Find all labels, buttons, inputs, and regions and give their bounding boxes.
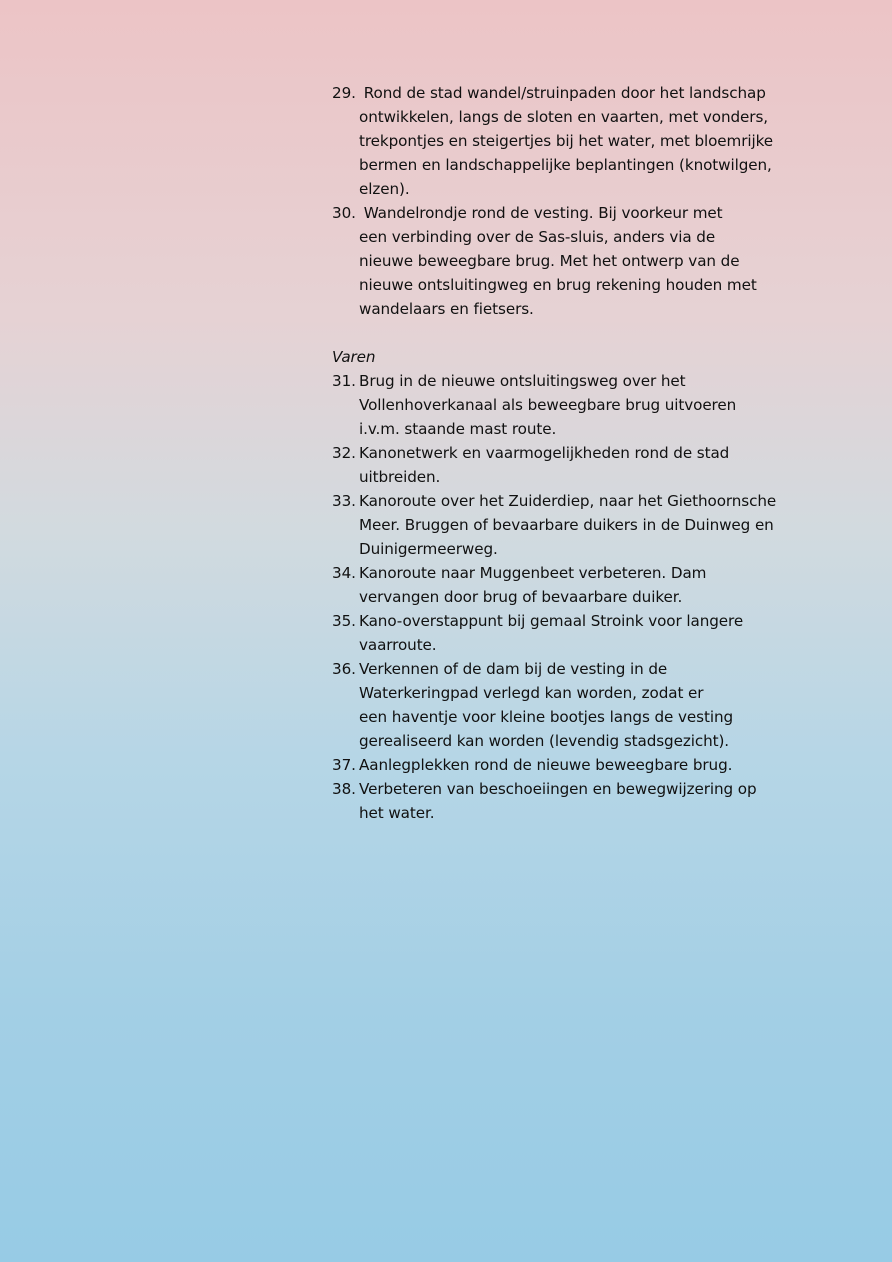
item-line: gerealiseerd kan worden (levendig stadsgezicht).	[359, 732, 730, 750]
document-body	[332, 81, 832, 825]
item-text	[359, 441, 832, 489]
list-item	[332, 609, 832, 657]
item-line: Verkennen of de dam bij de vesting in de	[359, 660, 668, 678]
list-item	[332, 369, 832, 441]
item-line: het water.	[359, 804, 435, 822]
list-item	[332, 201, 832, 321]
section-heading-varen: Varen	[332, 348, 376, 366]
item-number: 35.	[332, 612, 356, 630]
item-number: 38.	[332, 780, 356, 798]
item-line: bermen en landschappelijke beplantingen (knotwilgen,	[359, 156, 772, 174]
item-number: 31.	[332, 372, 356, 390]
item-number: 29.	[332, 84, 356, 102]
item-line: Meer. Bruggen of bevaarbare duikers in de Duinweg en	[359, 516, 774, 534]
item-line: wandelaars en fietsers.	[359, 300, 534, 318]
item-number: 36.	[332, 660, 356, 678]
list-item	[332, 561, 832, 609]
walking-measures-list	[332, 81, 832, 321]
item-line: Verbeteren van beschoeiingen en bewegwijzering op	[359, 780, 757, 798]
item-line: ontwikkelen, langs de sloten en vaarten, met vonders,	[359, 108, 768, 126]
item-line: Kanoroute over het Zuiderdiep, naar het Giethoornsche	[359, 492, 777, 510]
item-text	[359, 657, 832, 753]
item-line: nieuwe beweegbare brug. Met het ontwerp van de	[359, 252, 740, 270]
boating-measures-list	[332, 369, 832, 825]
item-text	[359, 201, 832, 321]
item-line: Aanlegplekken rond de nieuwe beweegbare brug.	[359, 756, 733, 774]
list-item	[332, 657, 832, 753]
item-number: 32.	[332, 444, 356, 462]
item-line: vaarroute.	[359, 636, 437, 654]
item-line: Brug in de nieuwe ontsluitingsweg over het	[359, 372, 686, 390]
item-text	[359, 609, 832, 657]
item-line: vervangen door brug of bevaarbare duiker.	[359, 588, 683, 606]
item-line: Duinigermeerweg.	[359, 540, 498, 558]
list-item	[332, 489, 832, 561]
list-item	[332, 81, 832, 201]
item-text	[359, 81, 832, 201]
item-line: nieuwe ontsluitingweg en brug rekening houden met	[359, 276, 757, 294]
item-line: Wandelrondje rond de vesting. Bij voorkeur met	[359, 204, 723, 222]
section-spacer	[332, 321, 832, 345]
item-line: Kanoroute naar Muggenbeet verbeteren. Dam	[359, 564, 707, 582]
item-line: een haventje voor kleine bootjes langs de vesting	[359, 708, 734, 726]
list-item	[332, 777, 832, 825]
item-text	[359, 753, 832, 777]
item-line: elzen).	[359, 180, 410, 198]
item-text	[359, 561, 832, 609]
item-text	[359, 489, 832, 561]
item-text	[359, 369, 832, 441]
item-number: 30.	[332, 204, 356, 222]
item-text	[359, 777, 832, 825]
item-line: Kano-overstappunt bij gemaal Stroink voor langere	[359, 612, 744, 630]
list-item	[332, 441, 832, 489]
item-line: uitbreiden.	[359, 468, 441, 486]
item-line: Kanonetwerk en vaarmogelijkheden rond de stad	[359, 444, 730, 462]
item-number: 33.	[332, 492, 356, 510]
item-number: 34.	[332, 564, 356, 582]
item-line: i.v.m. staande mast route.	[359, 420, 557, 438]
list-item	[332, 753, 832, 777]
item-line: een verbinding over de Sas-sluis, anders via de	[359, 228, 716, 246]
item-number: 37.	[332, 756, 356, 774]
item-line: Vollenhoverkanaal als beweegbare brug uitvoeren	[359, 396, 737, 414]
item-line: Waterkeringpad verlegd kan worden, zodat er	[359, 684, 704, 702]
item-line: trekpontjes en steigertjes bij het water, met bloemrijke	[359, 132, 774, 150]
item-line: Rond de stad wandel/struinpaden door het landschap	[359, 84, 766, 102]
